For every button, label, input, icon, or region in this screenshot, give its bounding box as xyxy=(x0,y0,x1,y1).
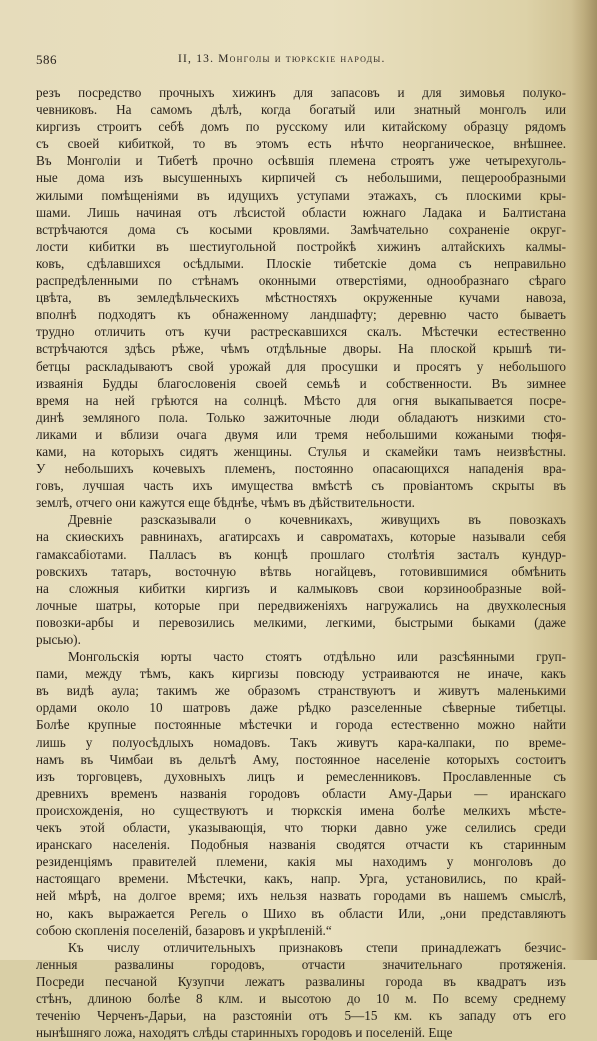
text-line: лости кибитки въ шестиугольной постройкѣ хижинъ алтайскихъ калмы- xyxy=(36,238,566,254)
text-line: изваянія Будды благословенія своей семьѣ и собственности. Въ зимнее xyxy=(36,375,566,391)
text-line: встрѣчаются дома съ косыми кровлями. Замѣчательно сохраненіе округ- xyxy=(36,221,566,237)
paragraph xyxy=(36,84,566,511)
text-line: стѣнъ, длиною болѣе 8 клм. и высотою до 10 м. По всему среднему xyxy=(36,990,566,1006)
text-line: трудно отличить отъ кучи растрескавшихся скалъ. Мѣстечки естественно xyxy=(36,324,566,340)
text-line: ками, на которыхъ сидятъ женщины. Стулья и скамейки тамъ неизвѣстны. xyxy=(36,443,566,459)
text-line: У небольшихъ кочевыхъ племенъ, постоянно опасающихся нападенія вра- xyxy=(36,461,566,477)
text-line: Къ числу отличительныхъ признаковъ степи принадлежатъ безчис- xyxy=(68,939,566,955)
text-line: бетцы раскладываютъ свой урожай для просушки и просятъ у небольшого xyxy=(36,358,566,374)
text-line: намъ въ Чимбаи въ дельтѣ Аму, постоянное населеніе которыхъ состоитъ xyxy=(36,751,566,767)
text-line: чекъ этой области, указывающія, что тюрки давно уже селились среди xyxy=(36,820,566,836)
text-line: Древніе разсказывали о кочевникахъ, живущихъ въ повозкахъ xyxy=(68,512,566,528)
text-line: Болѣе крупные постоянные мѣстечки и города естественно можно найти xyxy=(36,717,566,733)
paragraph xyxy=(36,648,566,939)
text-line: происхожденія, но существуютъ и тюркскія имена болѣе мелкихъ мѣсте- xyxy=(36,802,566,818)
text-line: вполнѣ подходятъ къ обнаженному ландшафту; деревню часто бываетъ xyxy=(36,307,566,323)
text-line: на скиѳскихъ равнинахъ, агатирсахъ и савроматахъ, которые называли себя xyxy=(36,529,566,545)
text-line: лишь у полуосѣдлыхъ номадовъ. Такъ живутъ кара-калпаки, по време- xyxy=(36,734,566,750)
text-line: встрѣчаются здѣсь рѣже, чѣмъ отдѣльные дворы. На плоской крышѣ ти- xyxy=(36,341,566,357)
text-line: Монгольскія юрты часто стоятъ отдѣльно или разсѣянными груп- xyxy=(68,649,566,665)
text-line: нынѣшняго ложа, находятъ слѣды старинныхъ городовъ и поселеній. Еще xyxy=(36,1025,453,1041)
text-line: жилыми помѣщеніями въ идущихъ уступами этажахъ, съ плоскими кры- xyxy=(36,187,566,203)
text-line: собою скопленія поселеній, базаровъ и укрѣпленій.“ xyxy=(36,922,332,938)
text-line: пами, между тѣмъ, какъ киргизы повсюду устраиваются не иначе, какъ xyxy=(36,666,566,682)
text-line: иранскаго населенія. Подобныя названія сводятся отчасти къ старинным xyxy=(36,837,566,853)
text-line: изъ торговцевъ, духовныхъ лицъ и ремесленниковъ. Прославленные съ xyxy=(36,768,566,784)
text-line: распредѣленными по стѣнамъ оконными отверстіями, однообразнаго сѣраго xyxy=(36,273,566,289)
text-line: землѣ, отчего они кажутся еще бѣднѣе, чѣмъ въ дѣйствительности. xyxy=(36,495,415,511)
page-spine-shadow xyxy=(571,0,597,960)
text-line: ровскихъ татаръ, восточную вѣтвь ногайцевъ, готовившимися обмѣнить xyxy=(36,563,566,579)
text-line: говъ, лучшая часть ихъ имущества вмѣстѣ съ провіантомъ скрыты въ xyxy=(36,478,566,494)
text-line: настоящаго времени. Мѣстечки, какъ, напр. Урга, установились, по край- xyxy=(36,871,566,887)
paragraph xyxy=(36,939,566,1041)
text-line: въ видѣ аула; такимъ же образомъ странствуютъ и живутъ маленькими xyxy=(36,683,566,699)
paragraph xyxy=(36,511,566,648)
text-line: съ своей кибиткой, то въ этомъ есть нѣчто неорганическое, внѣшнее. xyxy=(36,136,566,152)
text-line: резъ посредство прочныхъ хижинъ для запасовъ и для зимовья полуко- xyxy=(36,85,566,100)
text-line: лочные шатры, которые при передвиженіяхъ нагружались на двухколесныя xyxy=(36,597,566,613)
text-line: ликами и вблизи очага двумя или тремя небольшими кожаными тюфя- xyxy=(36,426,566,442)
text-line: теченію Черченъ-Дарьи, на разстояніи отъ 5—15 км. къ западу отъ его xyxy=(36,1008,566,1024)
text-line: чевниковъ. На самомъ дѣлѣ, когда богатый или знатный монголъ или xyxy=(36,102,566,118)
text-line: время на ней грѣются на солнцѣ. Мѣсто для огня выкапывается посре- xyxy=(36,392,566,408)
text-line: древнихъ временъ названія городовъ области Аму-Дарьи — иранскаго xyxy=(36,785,566,801)
text-line: ленныя развалины городовъ, отчасти значительнаго протяженія. xyxy=(36,956,566,972)
text-line: шами. Лишь начиная отъ лѣсистой области южнаго Ладака и Балтистана xyxy=(36,204,566,220)
text-line: ордами около 10 шатровъ даже рѣдко разселенные сѣверные тибетцы. xyxy=(36,700,566,716)
page-header xyxy=(36,52,556,72)
text-line: на сложныя кибитки киргизъ и калмыковъ свои корзинообразные вой- xyxy=(36,580,566,596)
text-line: Посреди песчаной Кузупчи лежатъ развалины города въ квадратъ изъ xyxy=(36,973,566,989)
text-line: резиденціямъ правителей племени, какія мы находимъ у монголовъ до xyxy=(36,854,566,870)
text-line: ней мѣрѣ, на долгое время; ихъ нельзя назвать городами въ нашемъ смыслѣ, xyxy=(36,888,566,904)
text-line: ные дома изъ высушенныхъ кирпичей съ небольшими, пещерообразными xyxy=(36,170,566,186)
text-line: рысью). xyxy=(36,632,81,647)
running-head: II, 13. Монголы и тюркскіе народы. xyxy=(178,53,386,65)
text-line: повозки-арбы и перевозились мелкими, легкими, быстрыми быками (даже xyxy=(36,614,566,630)
text-line: цвѣта, въ земледѣльческихъ мѣстностяхъ окруженные кучами навоза, xyxy=(36,290,566,306)
text-line: киргизъ строитъ себѣ домъ по русскому или китайскому образцу рядомъ xyxy=(36,119,566,135)
text-line: динѣ земляного пола. Только зажиточные люди обладаютъ низкими сто- xyxy=(36,409,566,425)
text-line: Въ Монголіи и Тибетѣ прочно осѣвшія племена строятъ уже четырехуголь- xyxy=(36,153,566,169)
body-text xyxy=(36,84,566,1041)
text-line: ковъ, сдѣлавшихся осѣдлыми. Плоскіе тибетскіе дома съ неправильно xyxy=(36,255,566,271)
text-line: но, какъ выражается Регель о Шихо въ области Или, „они представляютъ xyxy=(36,905,566,921)
text-line: гамаксабіотами. Палласъ въ концѣ прошлаго столѣтія засталъ кундур- xyxy=(36,546,566,562)
page-number: 586 xyxy=(36,52,57,67)
